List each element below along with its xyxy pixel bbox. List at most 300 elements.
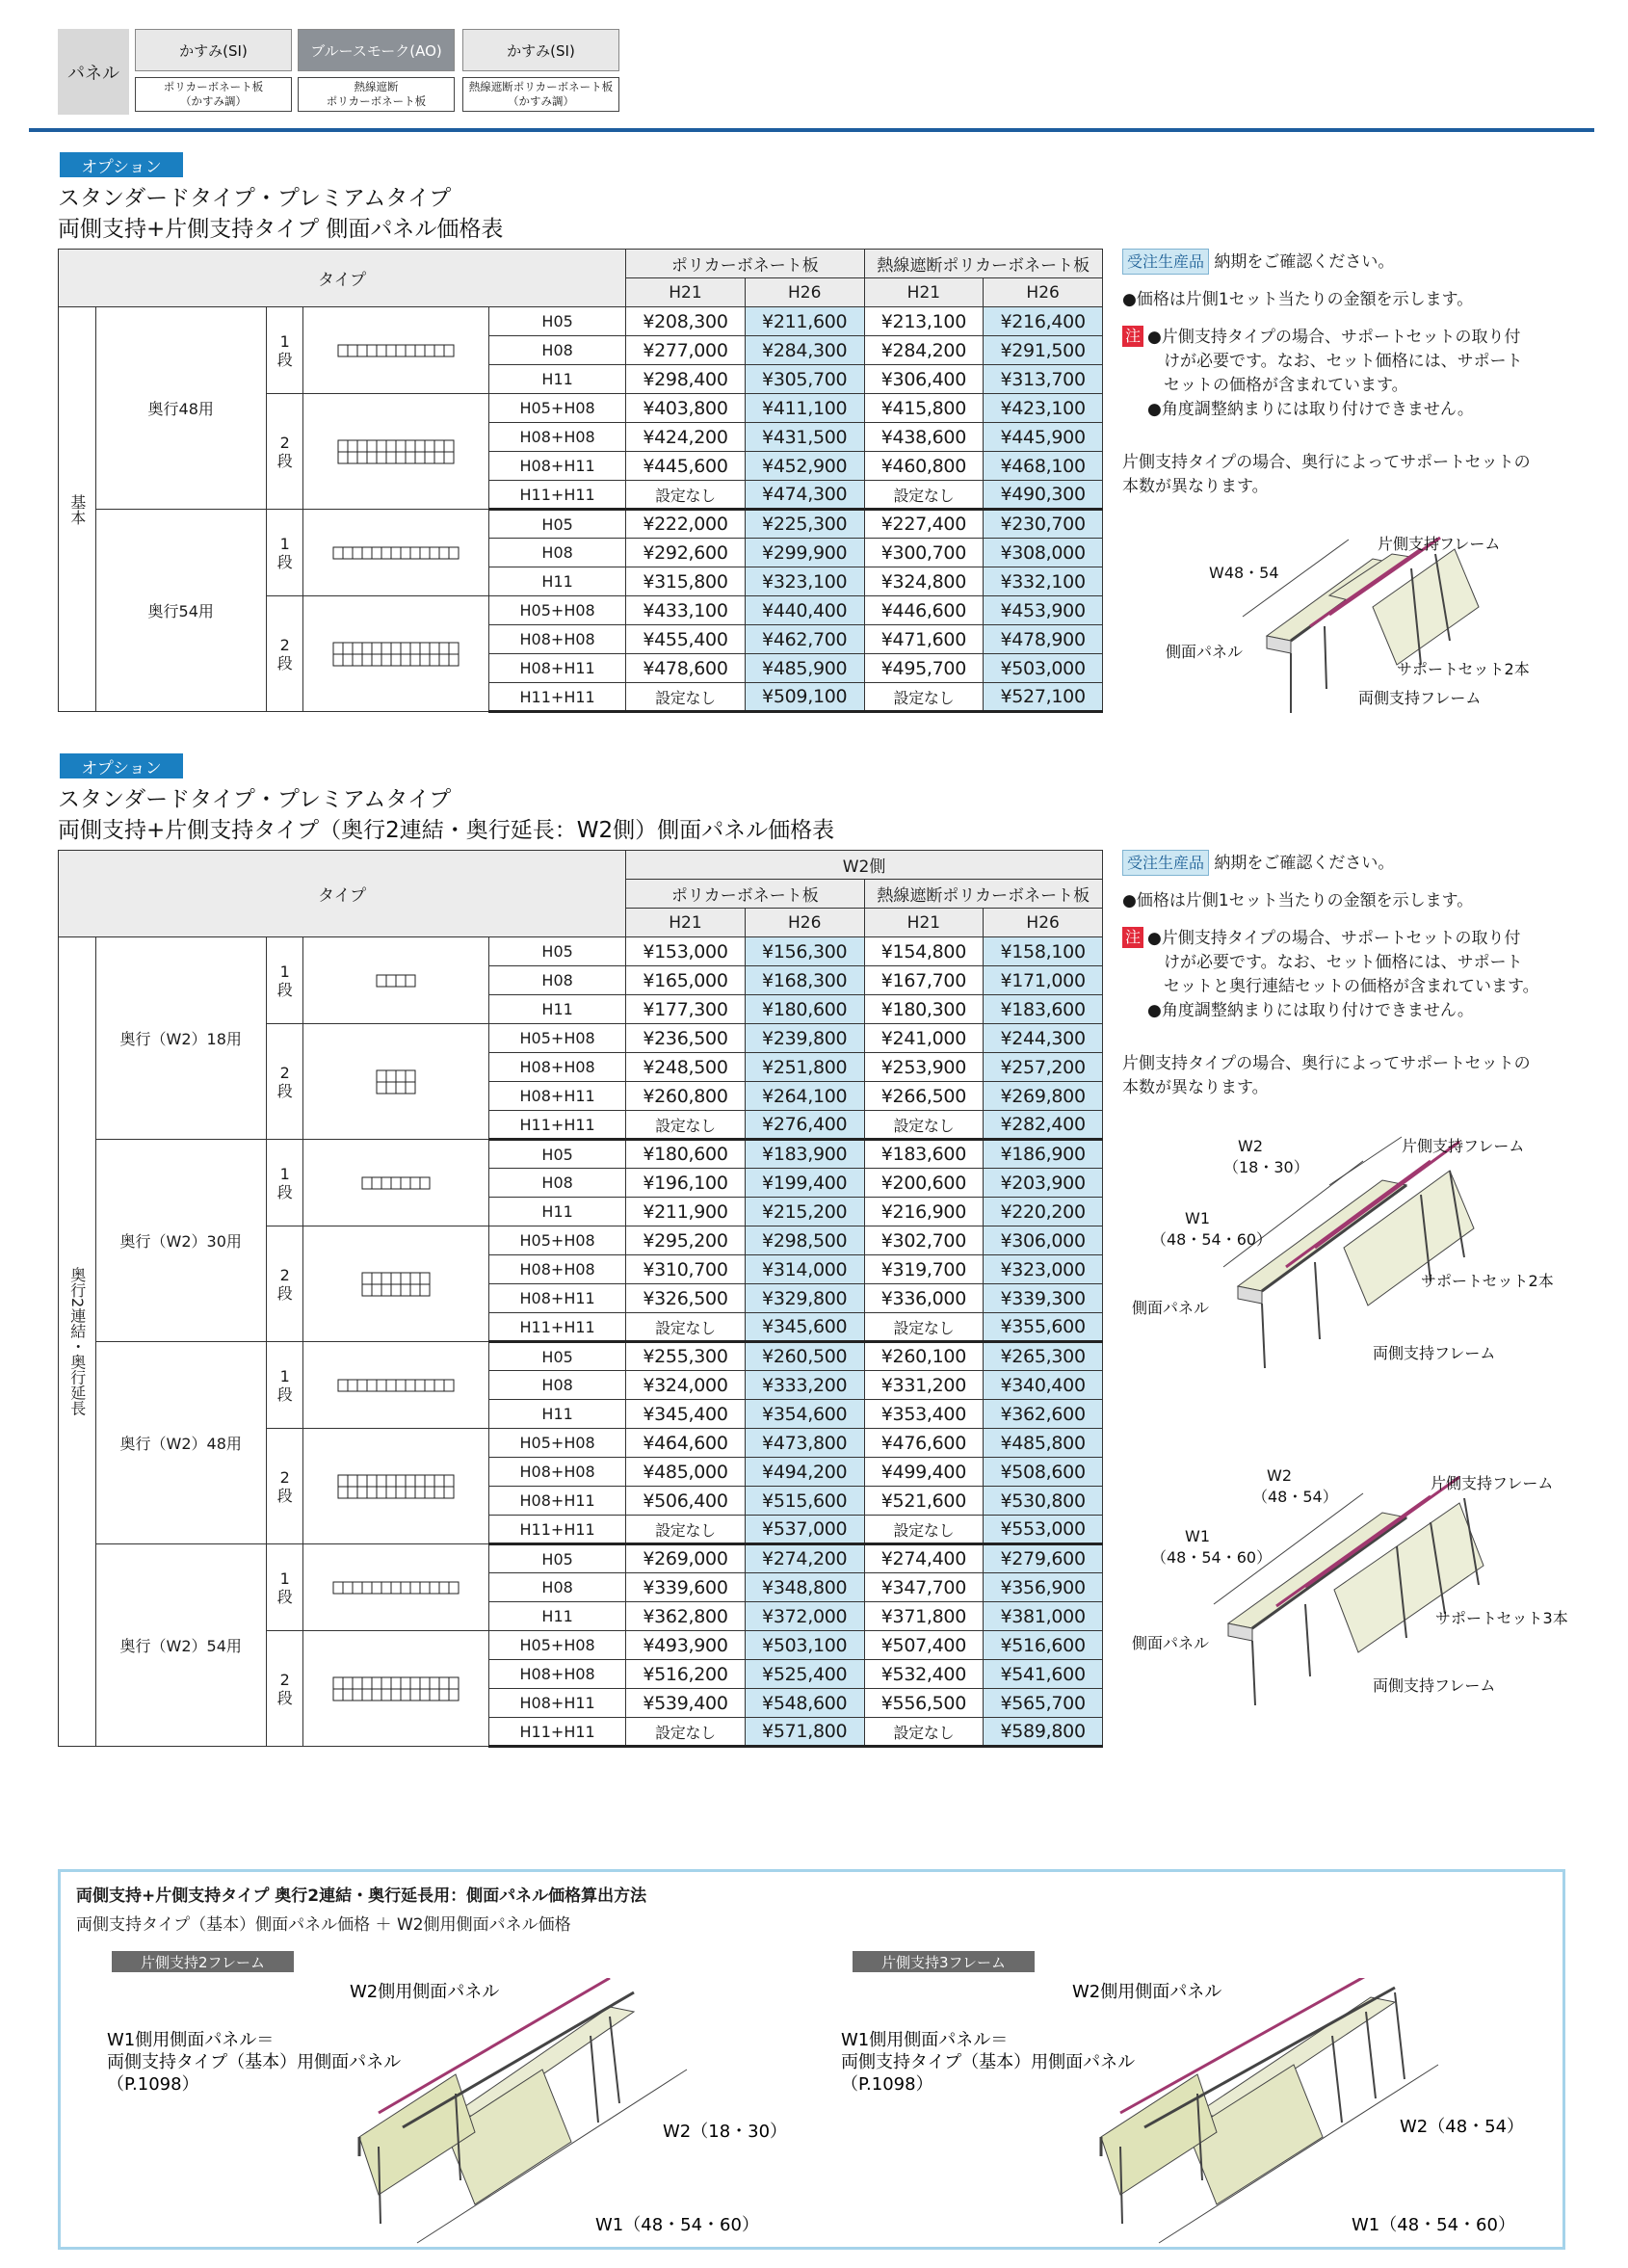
price-cell: ¥473,800 — [745, 1429, 864, 1458]
panel-label: パネル — [58, 29, 129, 115]
header-poly: ポリカーボネート板 — [626, 250, 864, 278]
table-row — [59, 307, 1103, 336]
price-cell: ¥274,400 — [864, 1544, 984, 1573]
caution-icon: 注 — [1122, 927, 1143, 948]
panel-grid-icon — [332, 1581, 460, 1595]
height-label: H08+H11 — [489, 1487, 626, 1516]
header-h21: H21 — [626, 278, 746, 307]
tier-label: 2 段 — [266, 1429, 303, 1544]
price-cell: 設定なし — [864, 481, 984, 510]
height-label: H11+H11 — [489, 481, 626, 510]
panel-diagram — [303, 1429, 489, 1544]
pergola-drawing — [359, 1978, 687, 2243]
price-cell: ¥208,300 — [626, 307, 746, 336]
price-cell: ¥455,400 — [626, 625, 746, 654]
height-label: H11+H11 — [489, 1718, 626, 1747]
price-cell: ¥216,900 — [864, 1198, 984, 1226]
panel-diagram — [303, 1342, 489, 1429]
price-cell: ¥503,000 — [984, 654, 1103, 683]
height-label: H11+H11 — [489, 1516, 626, 1544]
price-cell: ¥471,600 — [864, 625, 984, 654]
price-cell: ¥323,100 — [745, 567, 864, 596]
height-label: H05+H08 — [489, 1024, 626, 1053]
price-cell: ¥158,100 — [984, 937, 1103, 966]
header-type: タイプ — [59, 851, 626, 937]
height-label: H11 — [489, 567, 626, 596]
price-cell: ¥362,600 — [984, 1400, 1103, 1429]
w1-panel-label-c: （P.1098） — [841, 2074, 933, 2095]
height-label: H11+H11 — [489, 1313, 626, 1342]
height-label: H11+H11 — [489, 1111, 626, 1140]
illus-w2-label: W2 — [1267, 1466, 1292, 1485]
price-cell: ¥266,500 — [864, 1082, 984, 1111]
panel-grid-icon — [361, 1272, 431, 1297]
panel-grid-icon — [337, 439, 455, 464]
illus-frame2-label: 両側支持フレーム — [1373, 1676, 1496, 1695]
price-cell: ¥310,700 — [626, 1255, 746, 1284]
panel-grid-icon — [376, 974, 416, 988]
w2-panel-label: W2側用側面パネル — [1072, 1982, 1222, 2002]
panel-diagram — [303, 1140, 489, 1226]
price-cell: ¥490,300 — [984, 481, 1103, 510]
price-cell: ¥222,000 — [626, 510, 746, 539]
illus-width-label: W48・54 — [1209, 564, 1279, 582]
w1-dimension-label: W1（48・54・60） — [595, 2215, 759, 2235]
illus-w1-values: （48・54・60） — [1151, 1230, 1273, 1249]
height-label: H08+H08 — [489, 625, 626, 654]
price-cell: ¥264,100 — [745, 1082, 864, 1111]
price-cell: ¥306,400 — [864, 365, 984, 394]
price-cell: ¥227,400 — [864, 510, 984, 539]
price-cell: ¥305,700 — [745, 365, 864, 394]
caution-text: ●片側支持タイプの場合、サポートセットの取り付 けが必要です。なお、セット価格には、サポート セットの価格が含まれています。 ●角度調整納まりには取り付けできません。 — [1147, 328, 1523, 419]
w1-dimension-label: W1（48・54・60） — [1352, 2215, 1515, 2235]
divider-rule — [29, 128, 1594, 132]
illus-panel-label: 側面パネル — [1132, 1634, 1210, 1652]
price-cell: 設定なし — [626, 1313, 746, 1342]
price-cell: ¥537,000 — [745, 1516, 864, 1544]
price-cell: ¥298,500 — [745, 1226, 864, 1255]
calculation-method-box — [58, 1869, 1565, 2250]
panel-diagram — [303, 1631, 489, 1747]
price-cell: ¥180,300 — [864, 995, 984, 1024]
panel-diagram — [303, 1024, 489, 1140]
tier-label: 2 段 — [266, 394, 303, 510]
price-cell: ¥165,000 — [626, 966, 746, 995]
price-cell: ¥345,600 — [745, 1313, 864, 1342]
price-cell: ¥329,800 — [745, 1284, 864, 1313]
price-cell: ¥277,000 — [626, 336, 746, 365]
price-note: ●価格は片側1セット当たりの金額を示します。 — [1122, 891, 1474, 910]
price-cell: ¥548,600 — [745, 1689, 864, 1718]
price-cell: ¥324,800 — [864, 567, 984, 596]
price-cell: ¥248,500 — [626, 1053, 746, 1082]
height-label: H08+H08 — [489, 423, 626, 452]
height-label: H11 — [489, 995, 626, 1024]
price-cell: ¥298,400 — [626, 365, 746, 394]
swatch-kasumi-si: かすみ(SI) — [135, 29, 292, 71]
price-cell: ¥269,000 — [626, 1544, 746, 1573]
price-cell: ¥506,400 — [626, 1487, 746, 1516]
header-h26: H26 — [984, 278, 1103, 307]
height-label: H05 — [489, 1140, 626, 1169]
height-label: H08+H11 — [489, 1689, 626, 1718]
price-cell: ¥323,000 — [984, 1255, 1103, 1284]
panel-grid-icon — [361, 1176, 431, 1190]
price-cell: 設定なし — [626, 1516, 746, 1544]
price-cell: ¥503,100 — [745, 1631, 864, 1660]
w2-panel-label: W2側用側面パネル — [350, 1982, 500, 2002]
price-cell: 設定なし — [626, 683, 746, 712]
illus-frame1-label: 片側支持フレーム — [1402, 1137, 1525, 1155]
illus-w2-values: （18・30） — [1223, 1158, 1309, 1176]
swatch-desc: 熱線遮断ポリカーボネート板 （かすみ調） — [462, 77, 619, 112]
header-h21: H21 — [864, 278, 984, 307]
price-cell: 設定なし — [626, 1718, 746, 1747]
price-cell: ¥260,500 — [745, 1342, 864, 1371]
height-label: H05 — [489, 1342, 626, 1371]
price-cell: 設定なし — [864, 683, 984, 712]
price-cell: ¥284,200 — [864, 336, 984, 365]
height-label: H08 — [489, 1169, 626, 1198]
depth-group-label: 奥行（W2）48用 — [95, 1342, 266, 1544]
height-label: H08 — [489, 336, 626, 365]
illus-frame2-label: 両側支持フレーム — [1373, 1344, 1496, 1362]
price-cell: ¥438,600 — [864, 423, 984, 452]
price-cell: ¥476,600 — [864, 1429, 984, 1458]
price-cell: ¥154,800 — [864, 937, 984, 966]
price-cell: ¥180,600 — [626, 1140, 746, 1169]
price-cell: ¥532,400 — [864, 1660, 984, 1689]
price-cell: ¥541,600 — [984, 1660, 1103, 1689]
illus-support-label: サポートセット3本 — [1435, 1609, 1568, 1627]
panel-diagram — [303, 307, 489, 394]
price-cell: ¥565,700 — [984, 1689, 1103, 1718]
panel-grid-icon — [332, 1676, 460, 1701]
price-cell: ¥333,200 — [745, 1371, 864, 1400]
illus-panel-label: 側面パネル — [1166, 643, 1244, 661]
price-cell: ¥424,200 — [626, 423, 746, 452]
panel-diagram — [303, 510, 489, 596]
height-label: H08 — [489, 1573, 626, 1602]
panel-diagram — [303, 1544, 489, 1631]
price-cell: ¥183,600 — [984, 995, 1103, 1024]
illus-w1-label: W1 — [1185, 1209, 1210, 1227]
w1-panel-label-a: W1側用側面パネル＝ — [107, 2030, 275, 2050]
made-to-order-badge: 受注生産品 — [1122, 249, 1209, 275]
header-heat: 熱線遮断ポリカーボネート板 — [864, 250, 1102, 278]
price-cell: ¥539,400 — [626, 1689, 746, 1718]
panel-grid-icon — [337, 1474, 455, 1499]
height-label: H05+H08 — [489, 596, 626, 625]
price-cell: ¥516,600 — [984, 1631, 1103, 1660]
height-label: H11 — [489, 1198, 626, 1226]
price-cell: ¥315,800 — [626, 567, 746, 596]
height-label: H08+H08 — [489, 1053, 626, 1082]
panel-diagram — [303, 1226, 489, 1342]
price-table-w2 — [58, 850, 1103, 1748]
pergola-drawing — [1214, 1477, 1484, 1705]
price-cell: ¥571,800 — [745, 1718, 864, 1747]
price-cell: ¥239,800 — [745, 1024, 864, 1053]
depth-group-label: 奥行48用 — [95, 307, 266, 510]
price-cell: ¥274,200 — [745, 1544, 864, 1573]
price-cell: ¥440,400 — [745, 596, 864, 625]
price-cell: ¥236,500 — [626, 1024, 746, 1053]
height-label: H08 — [489, 966, 626, 995]
header-heat: 熱線遮断ポリカーボネート板 — [864, 880, 1102, 909]
illus-frame2-label: 両側支持フレーム — [1358, 689, 1482, 707]
header-h26: H26 — [984, 909, 1103, 937]
panel-diagram — [303, 394, 489, 510]
price-cell: ¥211,900 — [626, 1198, 746, 1226]
price-cell: ¥300,700 — [864, 539, 984, 567]
price-cell: ¥372,000 — [745, 1602, 864, 1631]
price-cell: ¥339,600 — [626, 1573, 746, 1602]
price-cell: ¥453,900 — [984, 596, 1103, 625]
illus-support-label: サポートセット2本 — [1421, 1272, 1554, 1290]
price-cell: ¥269,800 — [984, 1082, 1103, 1111]
price-cell: ¥515,600 — [745, 1487, 864, 1516]
swatch-desc: ポリカーボネート板 （かすみ調） — [135, 77, 292, 112]
price-cell: ¥276,400 — [745, 1111, 864, 1140]
order-text: 納期をご確認ください。 — [1214, 252, 1395, 272]
price-cell: ¥527,100 — [984, 683, 1103, 712]
section2-title: スタンダードタイプ・プレミアムタイプ 両側支持+片側支持タイプ（奥行2連結・奥行延長：W2側）側面パネル価格表 — [58, 787, 835, 843]
swatch-desc: 熱線遮断 ポリカーボネート板 — [298, 77, 455, 112]
price-cell: ¥423,100 — [984, 394, 1103, 423]
price-cell: ¥291,500 — [984, 336, 1103, 365]
tier-label: 2 段 — [266, 1226, 303, 1342]
height-label: H05+H08 — [489, 1429, 626, 1458]
price-cell: ¥521,600 — [864, 1487, 984, 1516]
price-cell: ¥225,300 — [745, 510, 864, 539]
price-cell: ¥509,100 — [745, 683, 864, 712]
table-row — [59, 1342, 1103, 1371]
panel-diagram — [303, 596, 489, 712]
w2-dimension-label: W2（18・30） — [663, 2122, 788, 2142]
price-cell: ¥180,600 — [745, 995, 864, 1024]
price-cell: ¥199,400 — [745, 1169, 864, 1198]
price-cell: ¥308,000 — [984, 539, 1103, 567]
panel-grid-icon — [376, 1069, 416, 1094]
height-label: H08+H11 — [489, 452, 626, 481]
price-cell: ¥507,400 — [864, 1631, 984, 1660]
price-cell: ¥433,100 — [626, 596, 746, 625]
price-cell: ¥474,300 — [745, 481, 864, 510]
price-cell: ¥445,900 — [984, 423, 1103, 452]
price-cell: ¥356,900 — [984, 1573, 1103, 1602]
header-poly: ポリカーボネート板 — [626, 880, 864, 909]
price-cell: ¥265,300 — [984, 1342, 1103, 1371]
tier-label: 1 段 — [266, 1140, 303, 1226]
illus-panel-label: 側面パネル — [1132, 1299, 1210, 1317]
support-note: 片側支持タイプの場合、奥行によってサポートセットの 本数が異なります。 — [1122, 1054, 1531, 1097]
price-cell: 設定なし — [864, 1718, 984, 1747]
height-label: H08+H08 — [489, 1660, 626, 1689]
table-row — [59, 1544, 1103, 1573]
price-cell: ¥253,900 — [864, 1053, 984, 1082]
price-cell: ¥211,600 — [745, 307, 864, 336]
price-cell: ¥260,100 — [864, 1342, 984, 1371]
price-cell: ¥462,700 — [745, 625, 864, 654]
w1-panel-label-a: W1側用側面パネル＝ — [841, 2030, 1009, 2050]
tier-label: 1 段 — [266, 510, 303, 596]
panel-grid-icon — [332, 546, 460, 560]
header-h21: H21 — [626, 909, 746, 937]
illustration-support-frames — [1122, 520, 1575, 723]
header-w2: W2側 — [626, 851, 1103, 880]
price-cell: ¥403,800 — [626, 394, 746, 423]
height-label: H11 — [489, 1400, 626, 1429]
calc-subtitle: 両側支持タイプ（基本）側面パネル価格 ＋ W2側用側面パネル価格 — [76, 1915, 571, 1935]
illus-frame1-label: 片側支持フレーム — [1378, 535, 1501, 553]
panel-diagram — [303, 937, 489, 1024]
order-text: 納期をご確認ください。 — [1214, 854, 1395, 873]
option-badge: オプション — [60, 152, 183, 177]
price-cell: ¥355,600 — [984, 1313, 1103, 1342]
price-cell: ¥508,600 — [984, 1458, 1103, 1487]
table-row — [59, 1140, 1103, 1169]
price-cell: ¥244,300 — [984, 1024, 1103, 1053]
price-cell: ¥446,600 — [864, 596, 984, 625]
price-cell: ¥319,700 — [864, 1255, 984, 1284]
price-cell: 設定なし — [626, 481, 746, 510]
price-cell: ¥302,700 — [864, 1226, 984, 1255]
price-cell: ¥279,600 — [984, 1544, 1103, 1573]
price-cell: ¥494,200 — [745, 1458, 864, 1487]
header-type: タイプ — [59, 250, 626, 307]
swatch-kasumi-si-heat: かすみ(SI) — [462, 29, 619, 71]
price-cell: ¥485,800 — [984, 1429, 1103, 1458]
w2-dimension-label: W2（48・54） — [1400, 2117, 1525, 2137]
height-label: H08 — [489, 539, 626, 567]
illus-w2-values: （48・54） — [1252, 1488, 1338, 1506]
price-cell: ¥251,800 — [745, 1053, 864, 1082]
price-cell: ¥499,400 — [864, 1458, 984, 1487]
price-cell: ¥348,800 — [745, 1573, 864, 1602]
height-label: H05+H08 — [489, 394, 626, 423]
tier-label: 1 段 — [266, 307, 303, 394]
height-label: H08+H11 — [489, 654, 626, 683]
price-cell: ¥314,000 — [745, 1255, 864, 1284]
illus-w1-label: W1 — [1185, 1527, 1210, 1545]
height-label: H11 — [489, 365, 626, 394]
price-cell: ¥292,600 — [626, 539, 746, 567]
price-cell: ¥171,000 — [984, 966, 1103, 995]
height-label: H08+H08 — [489, 1458, 626, 1487]
price-cell: ¥177,300 — [626, 995, 746, 1024]
price-cell: 設定なし — [864, 1111, 984, 1140]
calc-illustration-right — [812, 1978, 1563, 2248]
panel-grid-icon — [337, 1379, 455, 1392]
price-cell: ¥282,400 — [984, 1111, 1103, 1140]
price-cell: ¥332,100 — [984, 567, 1103, 596]
price-cell: ¥460,800 — [864, 452, 984, 481]
swatch-blue-smoke: ブルースモーク(AO) — [298, 29, 455, 71]
header-h26: H26 — [745, 909, 864, 937]
panel-grid-icon — [332, 642, 460, 667]
tier-label: 2 段 — [266, 1631, 303, 1747]
price-cell: ¥183,600 — [864, 1140, 984, 1169]
price-cell: ¥525,400 — [745, 1660, 864, 1689]
price-cell: ¥431,500 — [745, 423, 864, 452]
price-cell: ¥326,500 — [626, 1284, 746, 1313]
w1-panel-label-c: （P.1098） — [107, 2074, 199, 2095]
made-to-order-badge: 受注生産品 — [1122, 850, 1209, 876]
calc-illustration-left — [70, 1978, 802, 2248]
price-cell: 設定なし — [864, 1516, 984, 1544]
price-cell: ¥381,000 — [984, 1602, 1103, 1631]
price-cell: ¥331,200 — [864, 1371, 984, 1400]
price-cell: ¥156,300 — [745, 937, 864, 966]
height-label: H11+H11 — [489, 683, 626, 712]
table-row — [59, 510, 1103, 539]
price-cell: ¥213,100 — [864, 307, 984, 336]
tier-label: 2 段 — [266, 596, 303, 712]
price-cell: 設定なし — [864, 1313, 984, 1342]
price-cell: ¥485,900 — [745, 654, 864, 683]
price-cell: ¥306,000 — [984, 1226, 1103, 1255]
price-cell: ¥168,300 — [745, 966, 864, 995]
price-cell: ¥215,200 — [745, 1198, 864, 1226]
option-badge: オプション — [60, 753, 183, 778]
section1-title: スタンダードタイプ・プレミアムタイプ 両側支持+片側支持タイプ 側面パネル価格表 — [58, 186, 504, 242]
price-cell: ¥216,400 — [984, 307, 1103, 336]
price-cell: ¥478,600 — [626, 654, 746, 683]
price-cell: ¥260,800 — [626, 1082, 746, 1111]
depth-group-label: 奥行54用 — [95, 510, 266, 712]
price-cell: 設定なし — [626, 1111, 746, 1140]
illus-support-label: サポートセット2本 — [1397, 660, 1530, 678]
price-cell: ¥589,800 — [984, 1718, 1103, 1747]
price-table-basic — [58, 249, 1103, 713]
illustration-w2-two-supports — [1122, 1122, 1575, 1378]
frame-tag-three: 片側支持3フレーム — [853, 1951, 1035, 1972]
price-cell: ¥553,000 — [984, 1516, 1103, 1544]
illus-w1-values: （48・54・60） — [1151, 1548, 1273, 1567]
height-label: H05+H08 — [489, 1631, 626, 1660]
height-label: H05 — [489, 510, 626, 539]
height-label: H08 — [489, 1371, 626, 1400]
tier-label: 1 段 — [266, 1544, 303, 1631]
illustration-w2-three-supports — [1122, 1460, 1575, 1710]
price-cell: ¥452,900 — [745, 452, 864, 481]
tier-label: 2 段 — [266, 1024, 303, 1140]
price-cell: ¥493,900 — [626, 1631, 746, 1660]
section2-notes — [1122, 850, 1575, 1100]
price-cell: ¥186,900 — [984, 1140, 1103, 1169]
w1-panel-label-b: 両側支持タイプ（基本）用側面パネル — [841, 2052, 1136, 2072]
price-cell: ¥153,000 — [626, 937, 746, 966]
price-cell: ¥241,000 — [864, 1024, 984, 1053]
depth-group-label: 奥行（W2）30用 — [95, 1140, 266, 1342]
price-cell: ¥220,200 — [984, 1198, 1103, 1226]
depth-group-label: 奥行（W2）54用 — [95, 1544, 266, 1747]
category-label: 基本 — [59, 307, 96, 712]
height-label: H08+H08 — [489, 1255, 626, 1284]
tier-label: 1 段 — [266, 1342, 303, 1429]
height-label: H08+H11 — [489, 1082, 626, 1111]
height-label: H05+H08 — [489, 1226, 626, 1255]
header-h21: H21 — [864, 909, 984, 937]
price-cell: ¥353,400 — [864, 1400, 984, 1429]
header-h26: H26 — [745, 278, 864, 307]
price-cell: ¥495,700 — [864, 654, 984, 683]
price-cell: ¥468,100 — [984, 452, 1103, 481]
illus-w2-label: W2 — [1238, 1137, 1263, 1155]
price-note: ●価格は片側1セット当たりの金額を示します。 — [1122, 290, 1474, 309]
